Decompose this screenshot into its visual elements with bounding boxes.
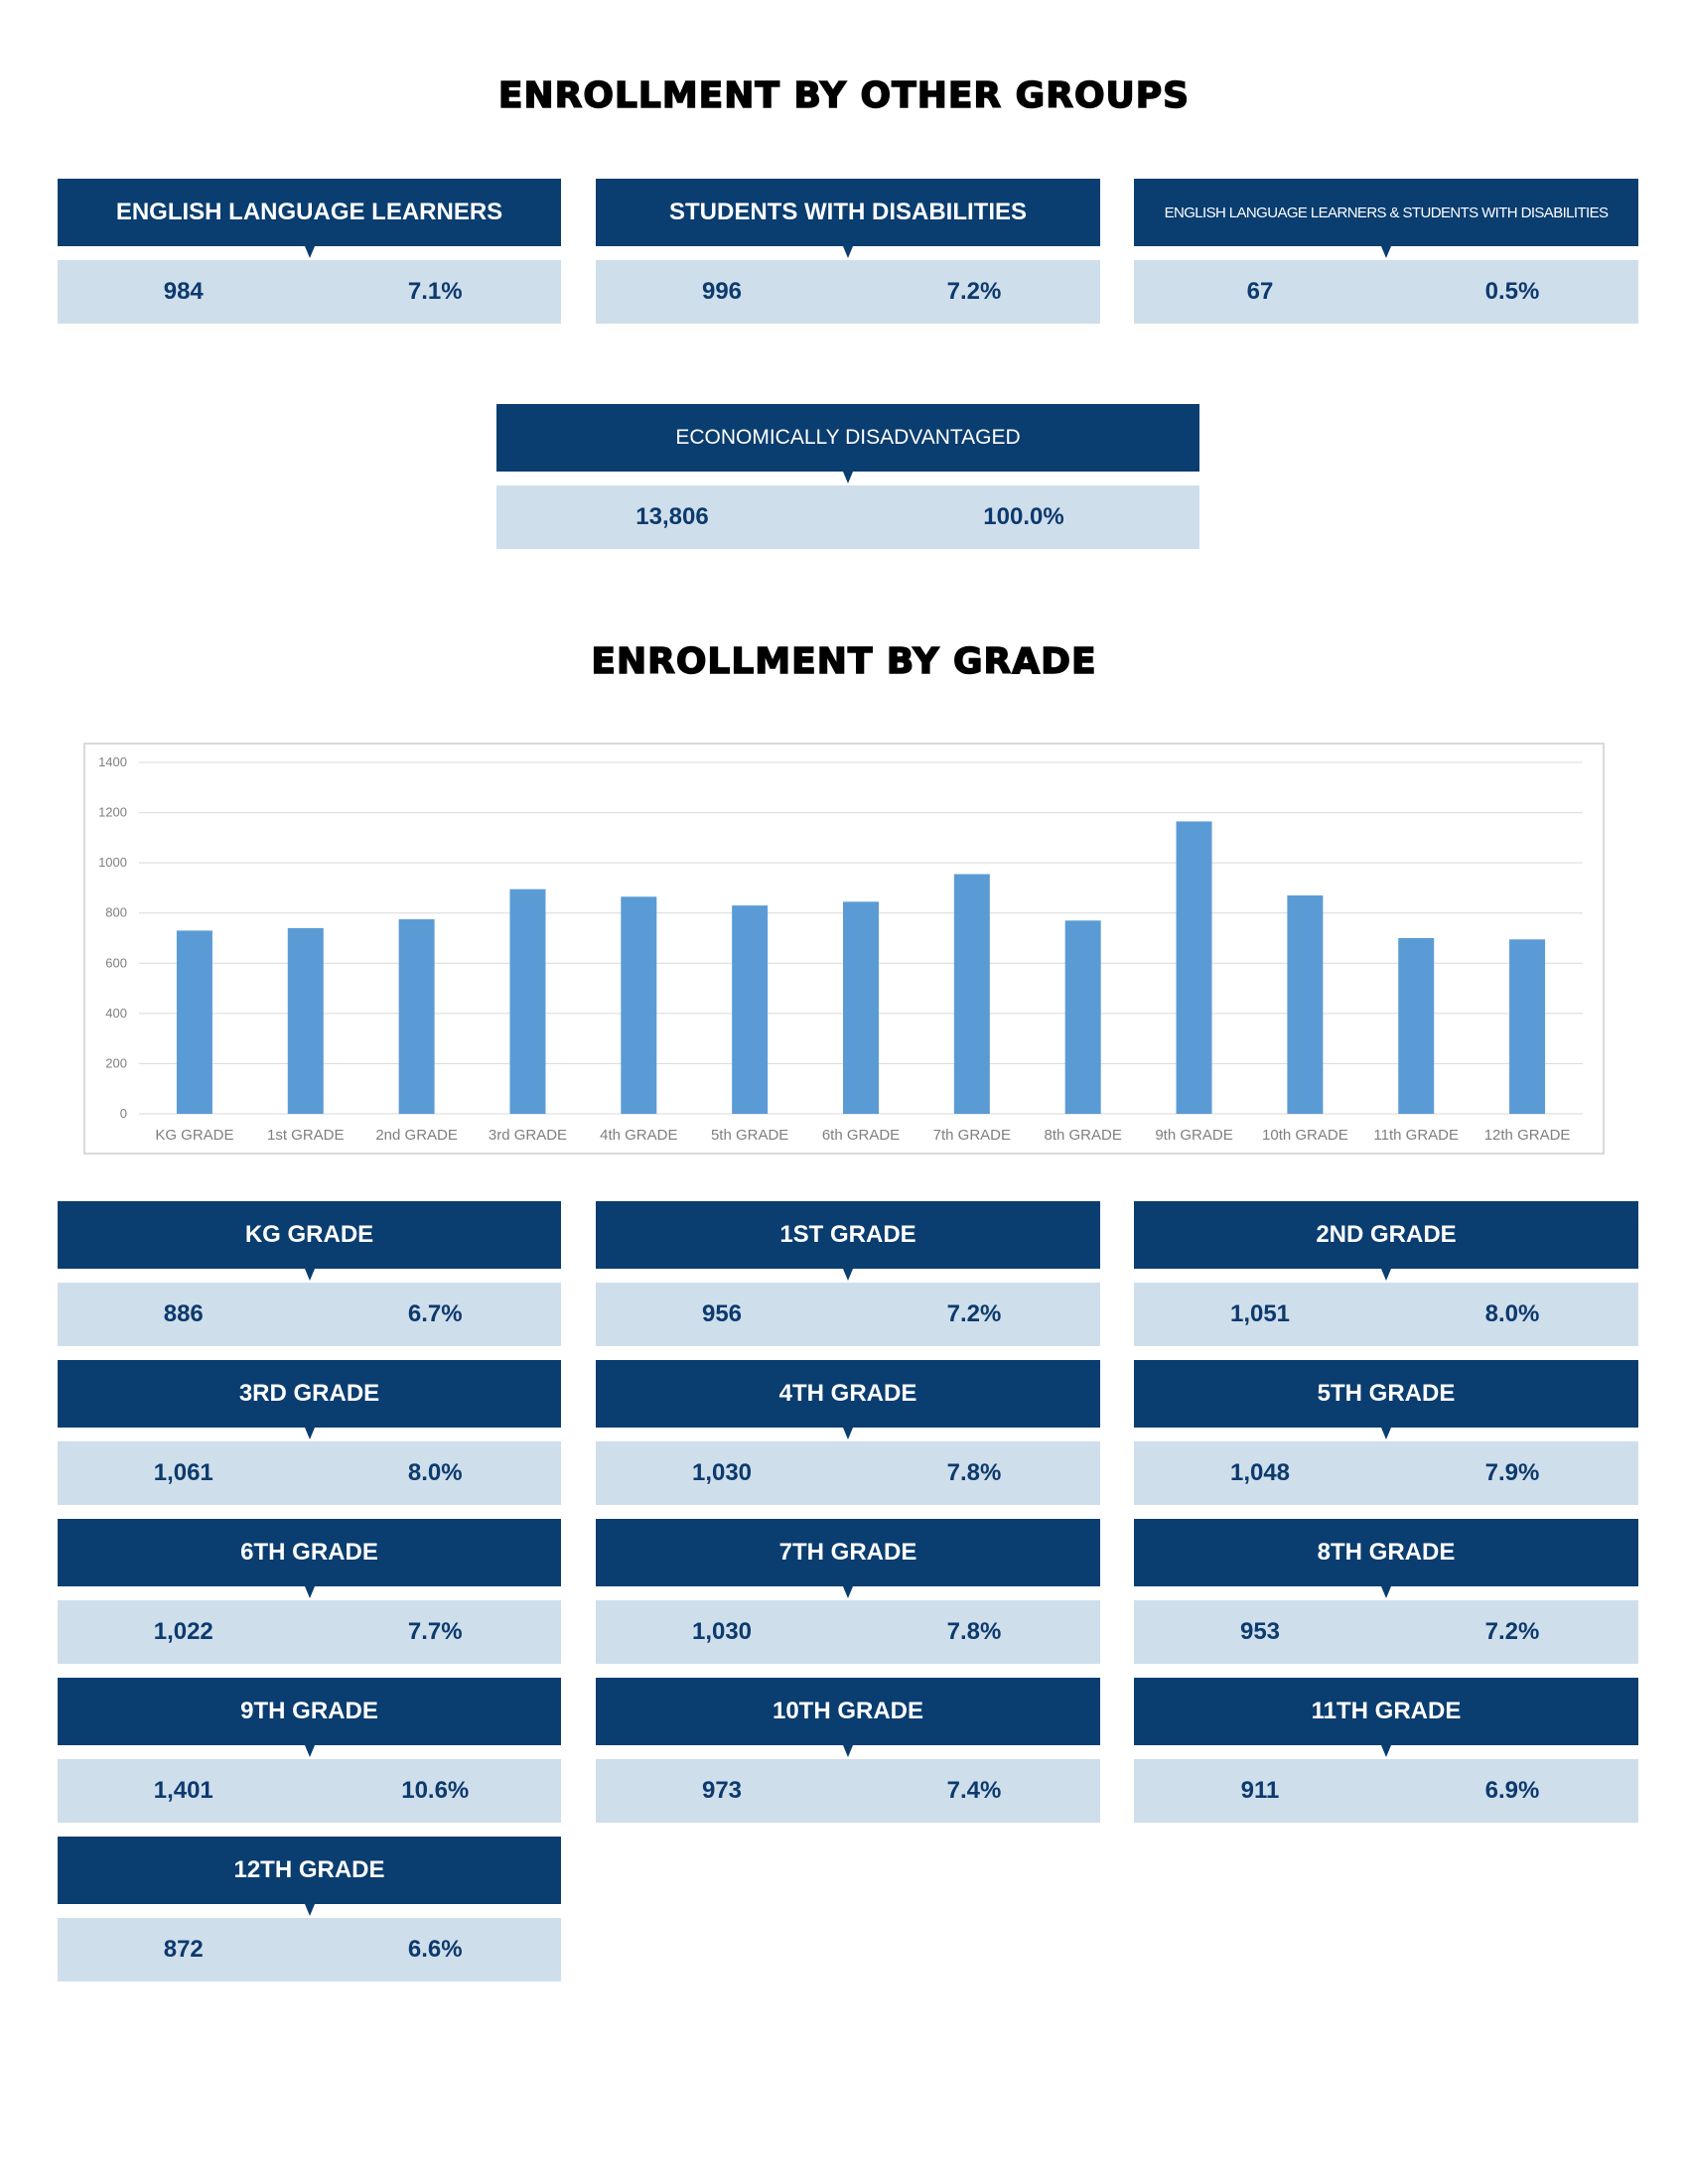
group-card-econ-disadvantaged (496, 404, 1199, 549)
group-card-percent: 7.2% (946, 278, 1002, 305)
grade-card-count: 1,030 (691, 1618, 753, 1645)
bar (288, 928, 324, 1114)
grade-card-percent: 8.0% (407, 1459, 463, 1486)
group-card-count: 984 (163, 278, 204, 305)
group-card-ell (58, 179, 561, 324)
grade-card-count: 973 (701, 1777, 743, 1804)
group-card-label: ECONOMICALLY DISADVANTAGED (496, 404, 1199, 472)
grade-card (596, 1360, 1100, 1505)
grade-card-percent: 7.7% (407, 1618, 463, 1645)
bar (399, 919, 435, 1114)
bar (1177, 821, 1212, 1114)
y-tick-label: 800 (105, 904, 127, 920)
group-card-label: ENGLISH LANGUAGE LEARNERS (58, 179, 561, 246)
bar (732, 905, 768, 1114)
grade-card-label: 8TH GRADE (1134, 1519, 1638, 1586)
x-tick-label: 9th GRADE (1155, 1127, 1233, 1144)
grade-card-count: 1,051 (1229, 1300, 1291, 1327)
x-tick-label: KG GRADE (155, 1127, 234, 1144)
grade-card (58, 1837, 561, 1981)
grade-card-count: 886 (163, 1300, 204, 1327)
y-tick-label: 1400 (98, 754, 127, 769)
group-card-label: STUDENTS WITH DISABILITIES (596, 179, 1100, 246)
grade-card-count: 956 (701, 1300, 743, 1327)
group-card-label: ENGLISH LANGUAGE LEARNERS & STUDENTS WITH DISABILITIES (1134, 179, 1638, 246)
grade-card-count: 872 (163, 1936, 204, 1963)
grade-card-label: 1ST GRADE (596, 1201, 1100, 1269)
x-tick-label: 8th GRADE (1044, 1127, 1122, 1144)
x-tick-label: 6th GRADE (821, 1127, 901, 1144)
bar (954, 875, 990, 1114)
grade-card (58, 1678, 561, 1823)
grade-card-label: KG GRADE (58, 1201, 561, 1269)
grade-card (1134, 1360, 1638, 1505)
grade-card (1134, 1678, 1638, 1823)
grade-card-count: 1,022 (153, 1618, 213, 1645)
group-card-count: 67 (1246, 278, 1274, 305)
grade-card (596, 1519, 1100, 1664)
grade-card-label: 7TH GRADE (596, 1519, 1100, 1586)
x-tick-label: 2nd GRADE (375, 1127, 458, 1144)
grade-card-label: 6TH GRADE (58, 1519, 561, 1586)
bar (509, 889, 545, 1114)
y-tick-label: 600 (105, 955, 127, 971)
grade-card (596, 1678, 1100, 1823)
grade-card-percent: 7.2% (1484, 1618, 1540, 1645)
grade-card (58, 1201, 561, 1346)
group-card-percent: 7.1% (407, 278, 463, 305)
grade-card (58, 1519, 561, 1664)
grade-card-label: 5TH GRADE (1134, 1360, 1638, 1428)
bar (1398, 938, 1434, 1114)
group-card-ell-swd (1134, 179, 1638, 324)
x-tick-label: 3rd GRADE (488, 1127, 568, 1144)
y-tick-label: 1000 (98, 855, 127, 871)
y-tick-label: 0 (119, 1106, 127, 1121)
grade-card (58, 1360, 561, 1505)
grade-card-count: 911 (1240, 1777, 1280, 1804)
grade-card-label: 2ND GRADE (1134, 1201, 1638, 1269)
grade-card-percent: 10.6% (401, 1777, 470, 1804)
y-tick-label: 1200 (98, 804, 127, 820)
grade-card-label: 10TH GRADE (596, 1678, 1100, 1745)
grade-card-count: 1,048 (1229, 1459, 1291, 1486)
bar (1287, 895, 1323, 1114)
grade-card-percent: 7.8% (946, 1459, 1002, 1486)
grade-card (596, 1201, 1100, 1346)
x-tick-label: 1st GRADE (267, 1127, 345, 1144)
grade-card-percent: 8.0% (1484, 1300, 1540, 1327)
x-tick-label: 5th GRADE (710, 1127, 789, 1144)
enrollment-bar-chart (83, 743, 1605, 1155)
group-card-count: 13,806 (635, 503, 709, 530)
bar (621, 896, 656, 1114)
by-grade-title: ENROLLMENT BY GRADE (591, 641, 1097, 682)
chart-svg (85, 745, 1603, 1153)
x-tick-label: 7th GRADE (932, 1127, 1012, 1144)
bar (177, 930, 212, 1114)
bar (1065, 920, 1101, 1114)
grade-card (1134, 1519, 1638, 1664)
grade-card-percent: 7.4% (946, 1777, 1002, 1804)
grade-card-label: 11TH GRADE (1134, 1678, 1638, 1745)
x-tick-label: 10th GRADE (1262, 1127, 1348, 1144)
grade-card-percent: 6.9% (1484, 1777, 1540, 1804)
grade-card-percent: 6.7% (407, 1300, 463, 1327)
grade-card-percent: 6.6% (407, 1936, 463, 1963)
bar (843, 901, 879, 1114)
grade-card-count: 1,061 (153, 1459, 213, 1486)
grade-card-percent: 7.2% (946, 1300, 1002, 1327)
x-tick-label: 12th GRADE (1483, 1127, 1571, 1144)
x-tick-label: 4th GRADE (600, 1127, 678, 1144)
group-card-count: 996 (701, 278, 743, 305)
grade-card-count: 953 (1239, 1618, 1281, 1645)
other-groups-title: ENROLLMENT BY OTHER GROUPS (497, 75, 1191, 116)
y-tick-label: 200 (105, 1055, 127, 1071)
grade-card-label: 3RD GRADE (58, 1360, 561, 1428)
grade-card-count: 1,401 (153, 1777, 213, 1804)
group-card-percent: 0.5% (1484, 278, 1540, 305)
x-tick-label: 11th GRADE (1373, 1127, 1460, 1144)
grade-card-percent: 7.8% (946, 1618, 1002, 1645)
grade-card-percent: 7.9% (1484, 1459, 1540, 1486)
grade-card-label: 4TH GRADE (596, 1360, 1100, 1428)
grade-card-label: 12TH GRADE (58, 1837, 561, 1904)
grade-card-label: 9TH GRADE (58, 1678, 561, 1745)
grade-card-count: 1,030 (691, 1459, 753, 1486)
group-card-swd (596, 179, 1100, 324)
grade-card (1134, 1201, 1638, 1346)
group-card-percent: 100.0% (983, 503, 1064, 530)
y-tick-label: 400 (105, 1005, 127, 1021)
bar (1509, 939, 1545, 1114)
